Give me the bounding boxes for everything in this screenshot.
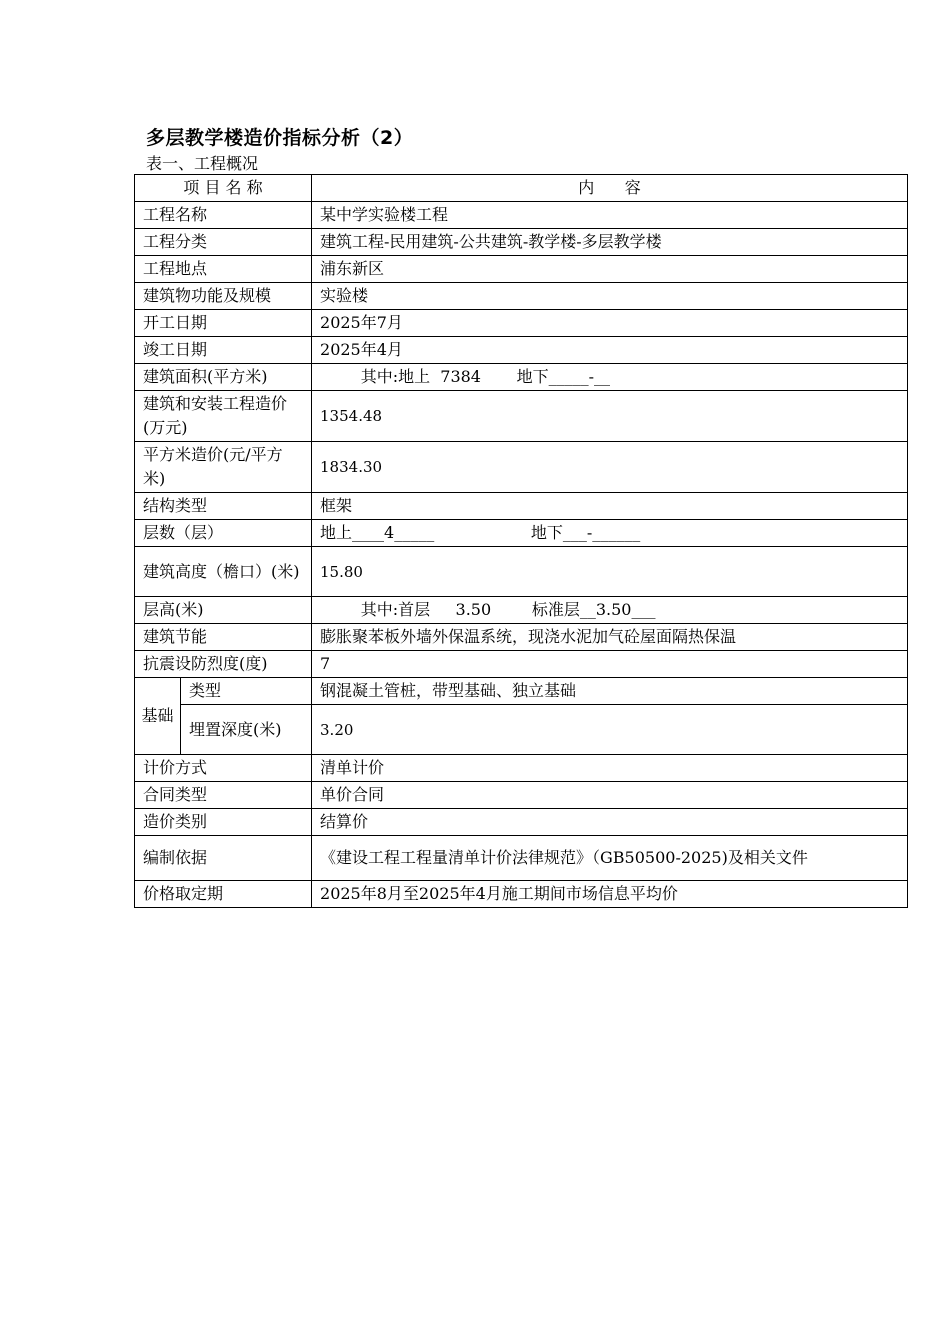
table-caption: 表一、工程概况 [146, 154, 259, 173]
row-label: 埋置深度(米) [181, 705, 312, 755]
row-label: 建筑面积(平方米) [135, 364, 312, 391]
row-value: 2025年7月 [312, 310, 908, 337]
table-row [135, 755, 908, 782]
row-value: 3.20 [312, 705, 908, 755]
table-row [135, 283, 908, 310]
row-value: 膨胀聚苯板外墙外保温系统，现浇水泥加气砼屋面隔热保温 [312, 624, 908, 651]
row-label: 开工日期 [135, 310, 312, 337]
table-row [135, 493, 908, 520]
table-row [135, 782, 908, 809]
row-value: 1834.30 [312, 442, 908, 493]
row-value: 《建设工程工程量清单计价法律规范》（GB50500-2025)及相关文件 [312, 836, 908, 881]
header-item: 项 目 名 称 [135, 175, 312, 202]
project-overview-table [134, 174, 908, 908]
row-value: 实验楼 [312, 283, 908, 310]
table-row [135, 202, 908, 229]
table-header-row [135, 175, 908, 202]
table-row [135, 310, 908, 337]
row-label: 编制依据 [135, 836, 312, 881]
table-row [135, 624, 908, 651]
row-label: 类型 [181, 678, 312, 705]
table-row [135, 705, 908, 755]
row-value: 钢混凝土管桩，带型基础、独立基础 [312, 678, 908, 705]
table-row [135, 678, 908, 705]
row-label: 结构类型 [135, 493, 312, 520]
row-label: 建筑和安装工程造价(万元) [135, 391, 312, 442]
row-label: 建筑物功能及规模 [135, 283, 312, 310]
row-value: 其中:地上 7384 地下_____-__ [312, 364, 908, 391]
row-value: 地上____4_____ 地下___-______ [312, 520, 908, 547]
table-row [135, 256, 908, 283]
table-row [135, 520, 908, 547]
table-row [135, 229, 908, 256]
row-label: 工程地点 [135, 256, 312, 283]
row-value: 7 [312, 651, 908, 678]
header-content: 内 容 [312, 175, 908, 202]
row-label: 竣工日期 [135, 337, 312, 364]
row-label: 建筑高度（檐口）(米) [135, 547, 312, 597]
row-value: 浦东新区 [312, 256, 908, 283]
table-row [135, 809, 908, 836]
table-row [135, 364, 908, 391]
table-row [135, 442, 908, 493]
row-value: 结算价 [312, 809, 908, 836]
row-label: 层数（层） [135, 520, 312, 547]
row-label: 工程名称 [135, 202, 312, 229]
table-row [135, 881, 908, 908]
table-row [135, 651, 908, 678]
table-row [135, 597, 908, 624]
row-value: 清单计价 [312, 755, 908, 782]
row-value: 15.80 [312, 547, 908, 597]
table-row [135, 391, 908, 442]
row-label: 价格取定期 [135, 881, 312, 908]
document-title: 多层教学楼造价指标分析（2） [146, 127, 414, 149]
row-label: 造价类别 [135, 809, 312, 836]
row-value: 建筑工程-民用建筑-公共建筑-教学楼-多层教学楼 [312, 229, 908, 256]
table-row [135, 836, 908, 881]
row-label: 工程分类 [135, 229, 312, 256]
row-value: 1354.48 [312, 391, 908, 442]
row-label: 抗震设防烈度(度) [135, 651, 312, 678]
table-row [135, 547, 908, 597]
row-value: 某中学实验楼工程 [312, 202, 908, 229]
row-label: 合同类型 [135, 782, 312, 809]
row-value: 2025年4月 [312, 337, 908, 364]
row-value: 单价合同 [312, 782, 908, 809]
row-value: 其中:首层 3.50 标准层__3.50___ [312, 597, 908, 624]
row-label: 平方米造价(元/平方米) [135, 442, 312, 493]
table-row [135, 337, 908, 364]
row-label: 建筑节能 [135, 624, 312, 651]
row-value: 2025年8月至2025年4月施工期间市场信息平均价 [312, 881, 908, 908]
row-value: 框架 [312, 493, 908, 520]
row-label: 层高(米) [135, 597, 312, 624]
foundation-label: 基础 [135, 678, 181, 755]
row-label: 计价方式 [135, 755, 312, 782]
